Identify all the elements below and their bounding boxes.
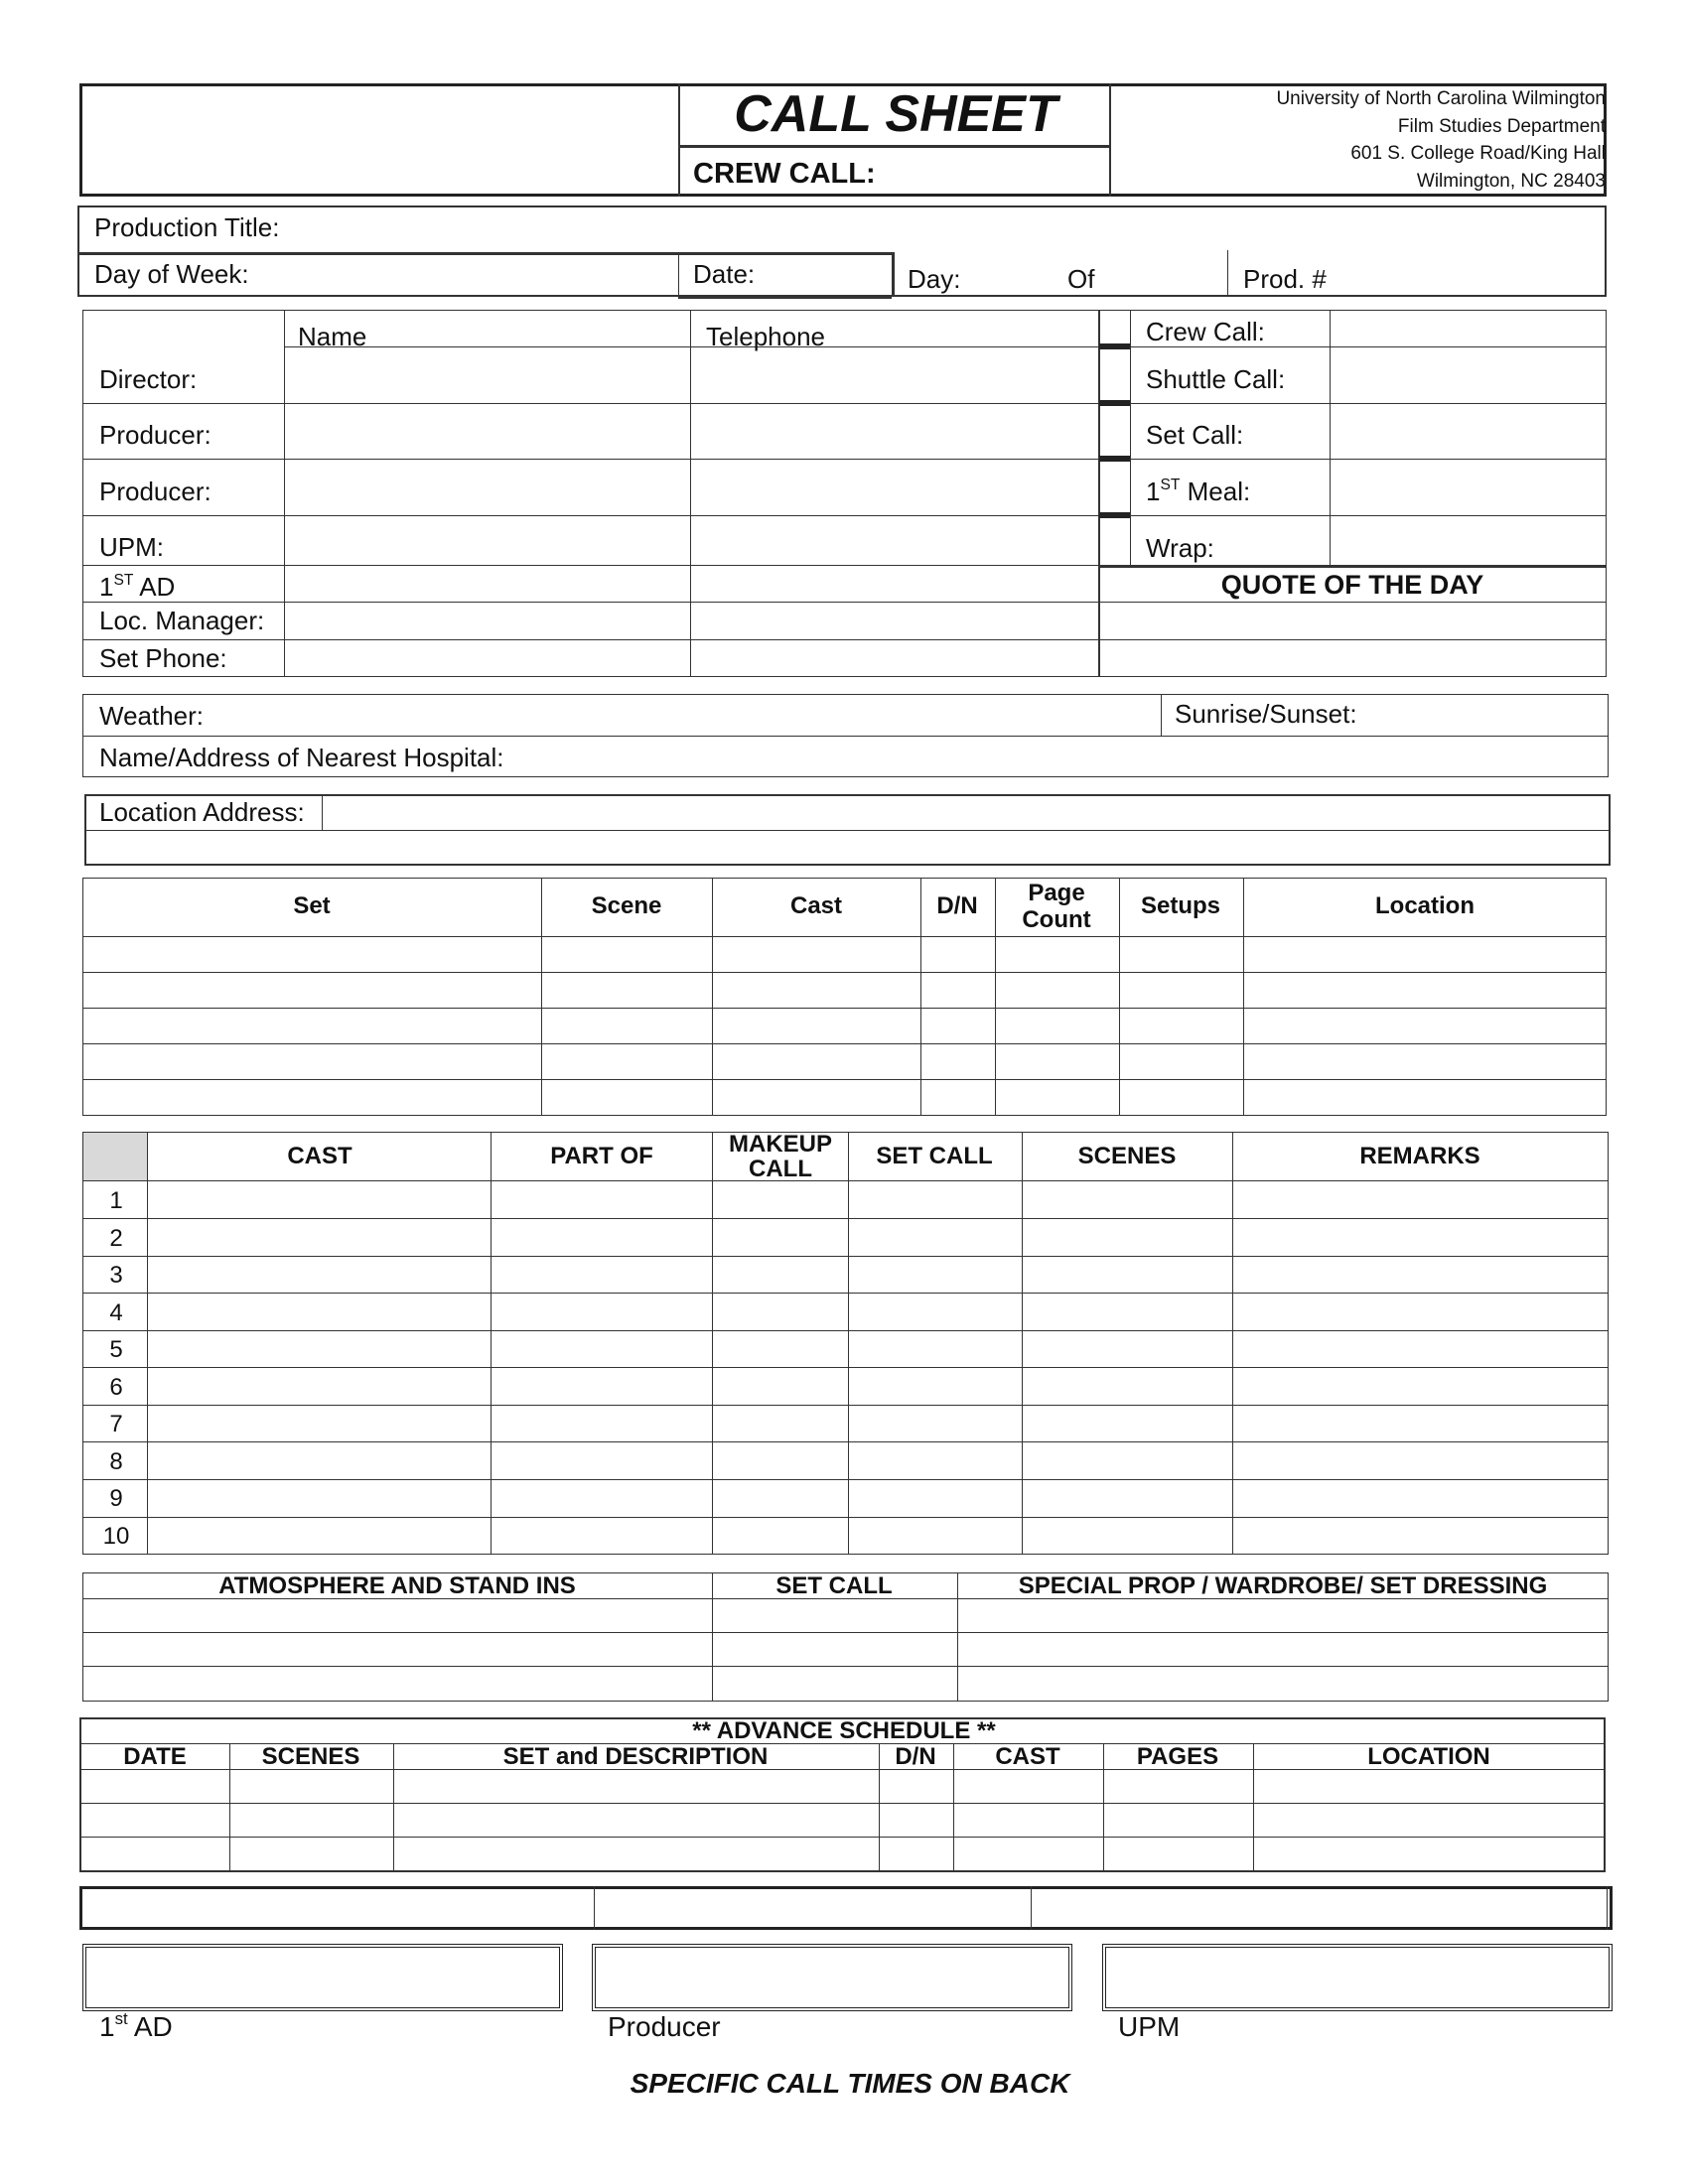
upm-signature-label: UPM (1118, 2011, 1181, 2042)
location-address-label: Location Address: (99, 797, 305, 827)
cast-col-line (491, 1132, 492, 1555)
times-row-line (1099, 515, 1607, 516)
adv-dn-column-header: D/N (895, 1743, 936, 1770)
adv-description-column-header: SET and DESCRIPTION (502, 1743, 769, 1770)
contacts-row-line (82, 565, 1099, 566)
production-divider (1227, 250, 1228, 297)
name-column-header: Name (298, 322, 367, 351)
page-count-column-header: Page (1028, 880, 1085, 906)
part-of-column-header: PART OF (550, 1143, 653, 1169)
adv-col-line (229, 1743, 230, 1872)
header-divider (678, 83, 680, 197)
cast-row-line (82, 1218, 1609, 1219)
producer-label: Producer: (99, 477, 211, 506)
header-divider (678, 145, 1109, 148)
loc-manager-label: Loc. Manager: (99, 606, 265, 635)
adv-col-line (953, 1743, 954, 1872)
org-name: University of North Carolina Wilmington (1276, 88, 1606, 109)
cast-row-number: 1 (109, 1187, 123, 1214)
upm-label: UPM: (99, 532, 164, 562)
page-count-column-header: Count (1022, 906, 1091, 933)
setups-column-header: Setups (1140, 892, 1221, 919)
contacts-row-line (82, 602, 1099, 603)
date-label: Date: (693, 259, 756, 289)
cast-row-line (82, 1180, 1609, 1181)
scenes-row-line (82, 972, 1607, 973)
director-label: Director: (99, 364, 198, 394)
scenes-column-header: SCENES (1077, 1143, 1177, 1169)
contacts-row-line (82, 515, 1099, 516)
scenes-col-line (541, 878, 542, 1116)
scenes-col-line (920, 878, 921, 1116)
cast-row-number: 4 (109, 1299, 123, 1326)
blank-strip (79, 1886, 1613, 1930)
adv-col-line (1103, 1743, 1104, 1872)
crew-call-header-label: CREW CALL: (693, 158, 876, 190)
adv-row-line (79, 1803, 1606, 1804)
cast-row-number: 6 (109, 1374, 123, 1401)
scenes-row-line (82, 936, 1607, 937)
checkbox-marker (1099, 512, 1130, 518)
cast-row-line (82, 1256, 1609, 1257)
quote-of-the-day-label: QUOTE OF THE DAY (1220, 570, 1484, 600)
day-of-label: Of (1067, 264, 1095, 294)
sunrise-sunset-label: Sunrise/Sunset: (1175, 699, 1357, 729)
adv-scenes-column-header: SCENES (261, 1743, 360, 1770)
production-info-box (77, 205, 1607, 297)
weather-row-line (82, 736, 1609, 737)
org-street: 601 S. College Road/King Hall (1350, 143, 1606, 164)
scenes-col-line (712, 878, 713, 1116)
cast-row-line (82, 1441, 1609, 1442)
adv-row-line (79, 1837, 1606, 1838)
cast-row-number: 5 (109, 1336, 123, 1363)
cast-col-line (848, 1132, 849, 1555)
contacts-col-line (284, 310, 285, 677)
cast-row-number: 8 (109, 1448, 123, 1475)
set-phone-label: Set Phone: (99, 643, 227, 673)
times-col-line (1130, 310, 1131, 565)
cast-col-line (147, 1132, 148, 1555)
production-divider (678, 252, 679, 297)
first-meal-label: 1ST Meal: (1146, 476, 1251, 506)
first-ad-signature-label: 1st AD (99, 2009, 173, 2042)
producer-signature-label: Producer (608, 2011, 721, 2042)
first-ad-label: 1ST AD (99, 571, 176, 602)
cast-table (82, 1132, 1609, 1555)
set-call-label: Set Call: (1146, 420, 1244, 450)
adv-cast-column-header: CAST (995, 1743, 1060, 1770)
advance-schedule-title: ** ADVANCE SCHEDULE ** (692, 1717, 996, 1744)
contacts-row-line (82, 639, 1099, 640)
cast-row-line (82, 1367, 1609, 1368)
dn-column-header: D/N (936, 892, 978, 919)
set-column-header: Set (293, 892, 331, 919)
makeup-call-column-header: CALL (749, 1156, 812, 1182)
makeup-call-column-header: MAKEUP (728, 1131, 833, 1158)
atmo-row-line (82, 1666, 1609, 1667)
cast-row-number: 2 (109, 1225, 123, 1252)
cast-row-number: 3 (109, 1262, 123, 1289)
checkbox-marker (1099, 343, 1130, 349)
special-prop-column-header: SPECIAL PROP / WARDROBE/ SET DRESSING (1018, 1572, 1548, 1599)
org-address-block (1114, 85, 1606, 195)
atmo-row-line (82, 1632, 1609, 1633)
contacts-col-line (690, 310, 691, 677)
cast-row-line (82, 1517, 1609, 1518)
day-label: Day: (908, 264, 961, 294)
adv-col-line (1253, 1743, 1254, 1872)
times-col-line (1330, 310, 1331, 565)
cast-row-number: 9 (109, 1485, 123, 1512)
org-city: Wilmington, NC 28403 (1416, 170, 1606, 192)
scenes-row-line (82, 1043, 1607, 1044)
adv-date-column-header: DATE (123, 1743, 187, 1770)
shuttle-call-label: Shuttle Call: (1146, 364, 1286, 394)
atmo-set-call-column-header: SET CALL (775, 1572, 893, 1599)
page-title: CALL SHEET (734, 85, 1057, 143)
cast-row-line (82, 1479, 1609, 1480)
adv-pages-column-header: PAGES (1136, 1743, 1219, 1770)
org-department: Film Studies Department (1397, 115, 1606, 137)
production-title-label: Production Title: (94, 212, 280, 242)
header-divider (1109, 83, 1111, 197)
atmo-col-line (712, 1572, 713, 1702)
contacts-row-line (284, 346, 1099, 347)
adv-col-line (393, 1743, 394, 1872)
cast-row-line (82, 1293, 1609, 1294)
scenes-row-line (82, 1008, 1607, 1009)
cast-row-line (82, 1405, 1609, 1406)
scenes-col-line (1243, 878, 1244, 1116)
day-of-week-label: Day of Week: (94, 259, 249, 289)
scenes-row-line (82, 1079, 1607, 1080)
telephone-column-header: Telephone (706, 322, 825, 351)
cast-col-line (712, 1132, 713, 1555)
contacts-row-line (82, 403, 1099, 404)
cast-col-line (1022, 1132, 1023, 1555)
wrap-label: Wrap: (1146, 533, 1214, 563)
production-divider (892, 252, 895, 297)
location-col-line (322, 794, 323, 830)
times-row-line (1099, 459, 1607, 460)
cast-col-line (1232, 1132, 1233, 1555)
strip-col-line (594, 1886, 595, 1930)
location-column-header: Location (1375, 892, 1475, 919)
signature-box-upm[interactable] (1102, 1944, 1613, 2011)
production-divider (678, 296, 892, 299)
cast-table-corner (83, 1133, 147, 1180)
cast-row-number: 7 (109, 1411, 123, 1437)
atmosphere-column-header: ATMOSPHERE AND STAND INS (218, 1572, 576, 1599)
signature-box-first-ad[interactable] (82, 1944, 563, 2011)
scenes-col-line (1119, 878, 1120, 1116)
times-row-line (1099, 346, 1607, 347)
times-row-line (1099, 639, 1607, 640)
location-row-line (84, 830, 1611, 831)
times-row-line (1099, 403, 1607, 404)
hospital-label: Name/Address of Nearest Hospital: (99, 743, 504, 772)
cast-name-column-header: CAST (287, 1143, 352, 1169)
strip-col-line (1607, 1886, 1608, 1930)
production-divider (77, 252, 892, 255)
adv-col-line (879, 1743, 880, 1872)
scene-column-header: Scene (591, 892, 662, 919)
checkbox-marker (1099, 456, 1130, 462)
checkbox-marker (1099, 400, 1130, 406)
crew-call-time-label: Crew Call: (1146, 317, 1265, 346)
cast-row-line (82, 1330, 1609, 1331)
remarks-column-header: REMARKS (1359, 1143, 1480, 1169)
atmo-col-line (957, 1572, 958, 1702)
times-row-line (1099, 602, 1607, 603)
weather-label: Weather: (99, 701, 205, 731)
footer-note: SPECIFIC CALL TIMES ON BACK (630, 2068, 1070, 2099)
set-call-column-header: SET CALL (876, 1143, 993, 1169)
times-row-line (1099, 565, 1607, 568)
cast-row-number: 10 (102, 1523, 130, 1550)
producer-label: Producer: (99, 420, 211, 450)
adv-location-column-header: LOCATION (1367, 1743, 1490, 1770)
contacts-row-line (82, 459, 1099, 460)
signature-box-producer[interactable] (592, 1944, 1072, 2011)
strip-col-line (1031, 1886, 1032, 1930)
prod-number-label: Prod. # (1243, 264, 1327, 294)
cast-column-header: Cast (789, 892, 843, 919)
scenes-col-line (995, 878, 996, 1116)
weather-col-line (1161, 694, 1162, 736)
